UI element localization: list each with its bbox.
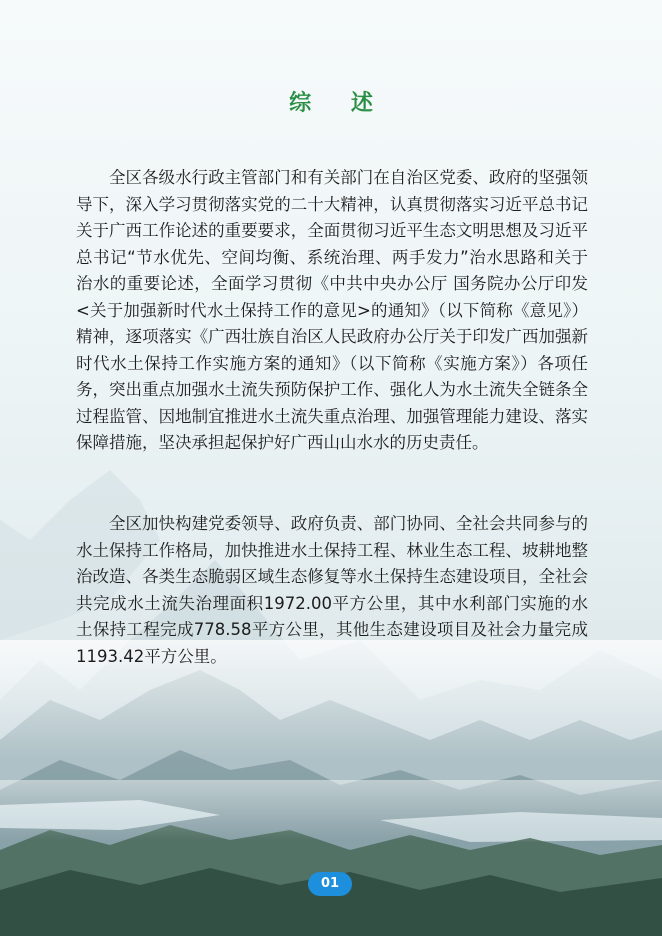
summary-paragraph-1: 全区各级水行政主管部门和有关部门在自治区党委、政府的坚强领导下，深入学习贯彻落实党的二十大精神，认真贯彻落实习近平总书记关于广西工作论述的重要要求，全面贯彻习近平生态文明思想及习近平总书记“节水优先、空间均衡、系统治理、两手发力”治水思路和关于治水的重要论述，全面学习贯彻《中共中央办公厅 国务院办公厅印发<关于加强新时代水土保持工作的意见>的通知》（以下简称《意见》）精神，逐项落实《广西壮族自治区人民政府办公厅关于印发广西加强新时代水土保持工作实施方案的通知》（以下简称《实施方案》）各项任务，突出重点加强水土流失预防保护工作、强化人为水土流失全链条全过程监管、因地制宜推进水土流失重点治理、加强管理能力建设、落实保障措施，坚决承担起保护好广西山山水水的历史责任。 [76,168,588,452]
page-title: 综 述 [289,91,389,116]
page-number-badge: 01 [308,872,352,896]
summary-paragraph-2: 全区加快构建党委领导、政府负责、部门协同、全社会共同参与的水土保持工作格局，加快推进水土保持工程、林业生态工程、坡耕地整治改造、各类生态脆弱区域生态修复等水土保持生态建设项目，全社会共完成水土流失治理面积1972.00平方公里，其中水利部门实施的水土保持工程完成778.58平方公里，其他生态建设项目及社会力量完成1193.42平方公里。 [76,514,588,666]
